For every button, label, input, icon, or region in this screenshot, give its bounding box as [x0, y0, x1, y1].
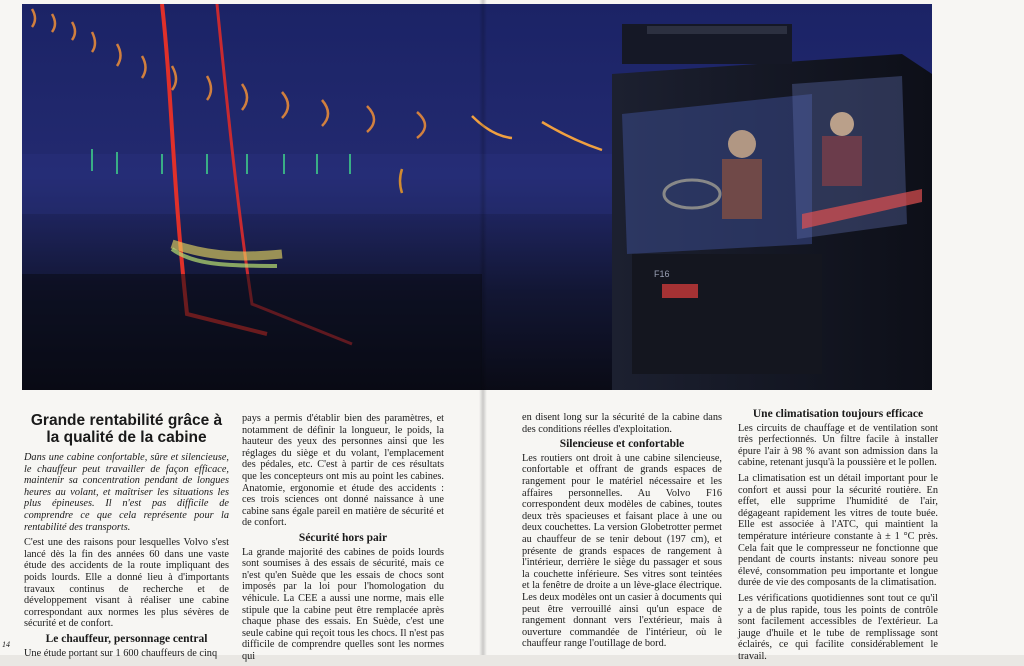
volvo-f16-truck — [612, 24, 932, 390]
column-3 — [522, 412, 722, 654]
body-paragraph: Une étude portant sur 1 600 chauffeurs de cinq — [24, 647, 218, 659]
subheading-silencieuse: Silencieuse et confortable — [559, 438, 685, 451]
night-truck-photo — [22, 4, 932, 390]
page-number: 14 — [2, 640, 10, 649]
body-paragraph: La grande majorité des cabines de poids lourds sont soumises à des essais de sécurité, mais ce n'est qu'en Suède que les essais de chocs sont imposés par la loi pour l'homologation du véhicule. La CEE a aussi une norme, mais elle stipule que la cabine peut être remplacée après chaque phase des essais. En Suède, c'est une seule cabine qui reçoit tous les chocs. Il n'est pas difficile de comprendre quelles sont les normes qui — [242, 546, 444, 662]
body-paragraph: en disent long sur la sécurité de la cabine dans des conditions réelles d'exploitation. — [522, 412, 722, 435]
column-2 — [242, 413, 444, 666]
subheading-climatisation: Une climatisation toujours efficace — [752, 408, 924, 420]
body-paragraph: pays a permis d'établir bien des paramètres, et notamment de définir la longueur, le poids, la hauteur des yeux des personnes ainsi que les réglages du siège et du volant, l'emplacement des pédales, etc. C'est à partir de ces résultats que les concepteurs ont mis au point les cabines. Anatomie, ergonomie et étude des accidents : ces trois sciences ont donné naissance à une cabine sans égale pareil en matière de sécurité et de confort. — [242, 413, 444, 529]
page-gutter — [479, 0, 487, 655]
body-paragraph: C'est une des raisons pour lesquelles Volvo s'est lancé dès la fin des années 60 dans une vaste étude des accidents de la route impliquant des poids lourds. Elle a donné lieu à d'importants travaux continus de recherche et de développement visant à réaliser une cabine correspondant aux normes les plus sévères de sécurité et de confort. — [24, 537, 229, 630]
column-1 — [24, 412, 229, 663]
article-headline: Grande rentabilité grâce à la qualité de la cabine — [30, 412, 223, 446]
intro-paragraph: Dans une cabine confortable, sûre et silencieuse, le chauffeur peut travailler de façon efficace, maintenir sa concentration pendant de longues heures au volant, et maîtriser les situations les plus épineuses. Il n'est pas difficile de comprendre ce que cela représente pour la rentabilité des transports. — [24, 452, 229, 533]
body-paragraph: Les vérifications quotidiennes sont tout ce qu'il y a de plus rapide, tous les points de contrôle sont facilement accessibles de l'extérieur. La jauge d'huile et le tube de remplissage sont éclairés, ce qui facilite considérablement le travail. — [738, 592, 938, 662]
body-paragraph: La climatisation est un détail important pour le confort et aussi pour la sécurité routière. En effet, elle supprime l'humidité de l'air, dégageant rapidement les vitres de toute buée. Elle est associée à l'ATC, qui maintient la température intérieure constante à ± 1 °C près. Cela fait que le compresseur ne fonctionne que pendant de courts instants: niveau sonore peu élevé, consommation peu importante et longue durée de vie des composants de la climatisation. — [738, 472, 938, 589]
body-paragraph: Les routiers ont droit à une cabine silencieuse, confortable et offrant de grands espaces de rangement pour le matériel nécessaire et les affaires personnelles. Au Volvo F16 correspondent deux modèles de cabines, toutes deux très spacieuses et faisant place à une ou deux couchettes. La version Globetrotter permet au chauffeur de se tenir debout (197 cm), et présente de grands espaces de rangement à l'intérieur, derrière le siège du passager et sous la couchette inférieure. Ses vitres sont teintées et la fenêtre de droite a un lève-glace électrique. Les deux modèles ont un casier à documents qui peut être verrouillé ainsi qu'un espace de rangement donnant vers l'extérieur, mais à ouverture commandée de l'intérieur, où le chauffeur range l'outillage de bord. — [522, 452, 722, 650]
subheading-chauffeur: Le chauffeur, personnage central — [45, 632, 208, 645]
column-4 — [738, 406, 938, 666]
subheading-securite: Sécurité hors pair — [298, 531, 388, 544]
body-paragraph: Les circuits de chauffage et de ventilation sont très perfectionnés. Un filtre facile à installer épure l'air à 98 % avant son admission dans la cabine, retenant jusqu'à la poussière et le pollen. — [738, 422, 938, 469]
photo-illustration — [22, 4, 932, 390]
cab-plate-label: F16 — [654, 269, 670, 279]
